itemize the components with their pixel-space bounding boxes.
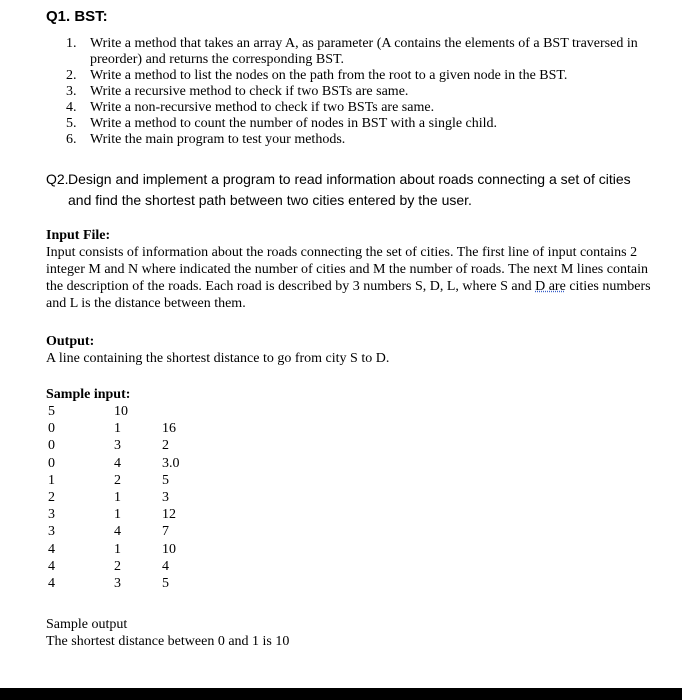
sample-cell-d: 1	[114, 421, 121, 437]
sample-cell-s: 0	[48, 421, 55, 437]
sample-cell-l: 3	[162, 489, 169, 505]
sample-cell-l: 10	[162, 541, 176, 557]
q1-task-list	[66, 36, 656, 148]
q1-task-item	[66, 116, 656, 132]
q1-task-item	[66, 100, 656, 116]
sample-cell-d: 10	[114, 404, 128, 419]
q1-task-text: Write a recursive method to check if two BSTs are same.	[90, 84, 409, 99]
q1-task-number: 5.	[66, 116, 77, 131]
q1-task-number: 2.	[66, 68, 77, 83]
sample-cell-d: 1	[114, 507, 121, 523]
q1-task-number: 4.	[66, 100, 77, 115]
sample-cell-s: 5	[48, 404, 55, 419]
sample-cell-d: 1	[114, 541, 121, 557]
output-description: A line containing the shortest distance to go from city S to D.	[46, 351, 390, 366]
sample-output-heading: Sample output	[46, 617, 128, 632]
sample-cell-l: 4	[162, 558, 169, 574]
sample-cell-d: 3	[114, 575, 121, 591]
sample-cell-s: 4	[48, 541, 55, 557]
sample-cell-s: 4	[48, 575, 55, 591]
sample-cell-d: 3	[114, 438, 121, 454]
sample-cell-l: 7	[162, 524, 169, 540]
sample-cell-s: 4	[48, 558, 55, 574]
q1-task-text: Write a method to list the nodes on the path from the root to a given node in the BST.	[90, 68, 568, 83]
q1-task-text: Write a method to count the number of nodes in BST with a single child.	[90, 116, 498, 131]
q1-task-number: 6.	[66, 132, 77, 147]
q1-task-text: Write a method that takes an array A, as parameter (A contains the elements of a BST traversed in preorder) and returns the corresponding BST.	[90, 36, 638, 67]
sample-cell-l: 3.0	[162, 455, 180, 471]
sample-cell-l: 5	[162, 472, 169, 488]
sample-cell-d: 4	[114, 524, 121, 540]
sample-cell-l: 16	[162, 421, 176, 437]
q1-title: Q1. BST:	[46, 8, 108, 25]
input-file-underlined-text: D are	[535, 279, 566, 294]
sample-cell-d: 2	[114, 472, 121, 488]
sample-cell-l: 2	[162, 438, 169, 454]
q2-text: Design and implement a program to read information about roads connecting a set of cities and find the shortest path between two cities entered by the user.	[68, 171, 631, 208]
sample-cell-s: 3	[48, 524, 55, 540]
q2-question	[46, 169, 656, 211]
sample-input-heading: Sample input:	[46, 387, 131, 402]
sample-cell-s: 0	[48, 455, 55, 471]
sample-output-section	[46, 616, 289, 650]
sample-cell-d: 2	[114, 558, 121, 574]
q2-section	[46, 169, 656, 211]
q1-task-item	[66, 132, 656, 148]
output-heading: Output:	[46, 334, 95, 349]
bottom-black-bar	[0, 688, 682, 700]
q1-task-item	[66, 68, 656, 84]
q1-task-item	[66, 36, 656, 68]
sample-cell-d: 4	[114, 455, 121, 471]
q1-task-number: 1.	[66, 36, 77, 51]
output-section	[46, 333, 652, 367]
q1-task-text: Write the main program to test your methods.	[90, 132, 346, 147]
q1-task-number: 3.	[66, 84, 77, 99]
q2-label: Q2.	[46, 171, 69, 187]
input-file-heading: Input File:	[46, 228, 111, 243]
sample-cell-l: 5	[162, 575, 169, 591]
input-file-description	[46, 244, 652, 312]
sample-cell-s: 3	[48, 507, 55, 523]
sample-cell-l: 12	[162, 507, 176, 523]
sample-cell-s: 2	[48, 489, 55, 505]
sample-cell-s: 1	[48, 472, 55, 488]
sample-output-text: The shortest distance between 0 and 1 is 10	[46, 634, 290, 649]
q1-task-text: Write a non-recursive method to check if two BSTs are same.	[90, 100, 435, 115]
input-file-text-before: Input consists of information about the roads connecting the set of cities. The first line of input contains 2 integer M and N where indicated the number of cities and M the number of roads. The next M lines contain the description of the roads. Each road is described by 3 numbers S, D, L, where S and	[46, 245, 648, 294]
sample-cell-d: 1	[114, 489, 121, 505]
sample-cell-s: 0	[48, 438, 55, 454]
q1-task-item	[66, 84, 656, 100]
input-file-text-after: cities numbers and L is the distance between them.	[46, 279, 651, 311]
input-file-section	[46, 227, 652, 312]
